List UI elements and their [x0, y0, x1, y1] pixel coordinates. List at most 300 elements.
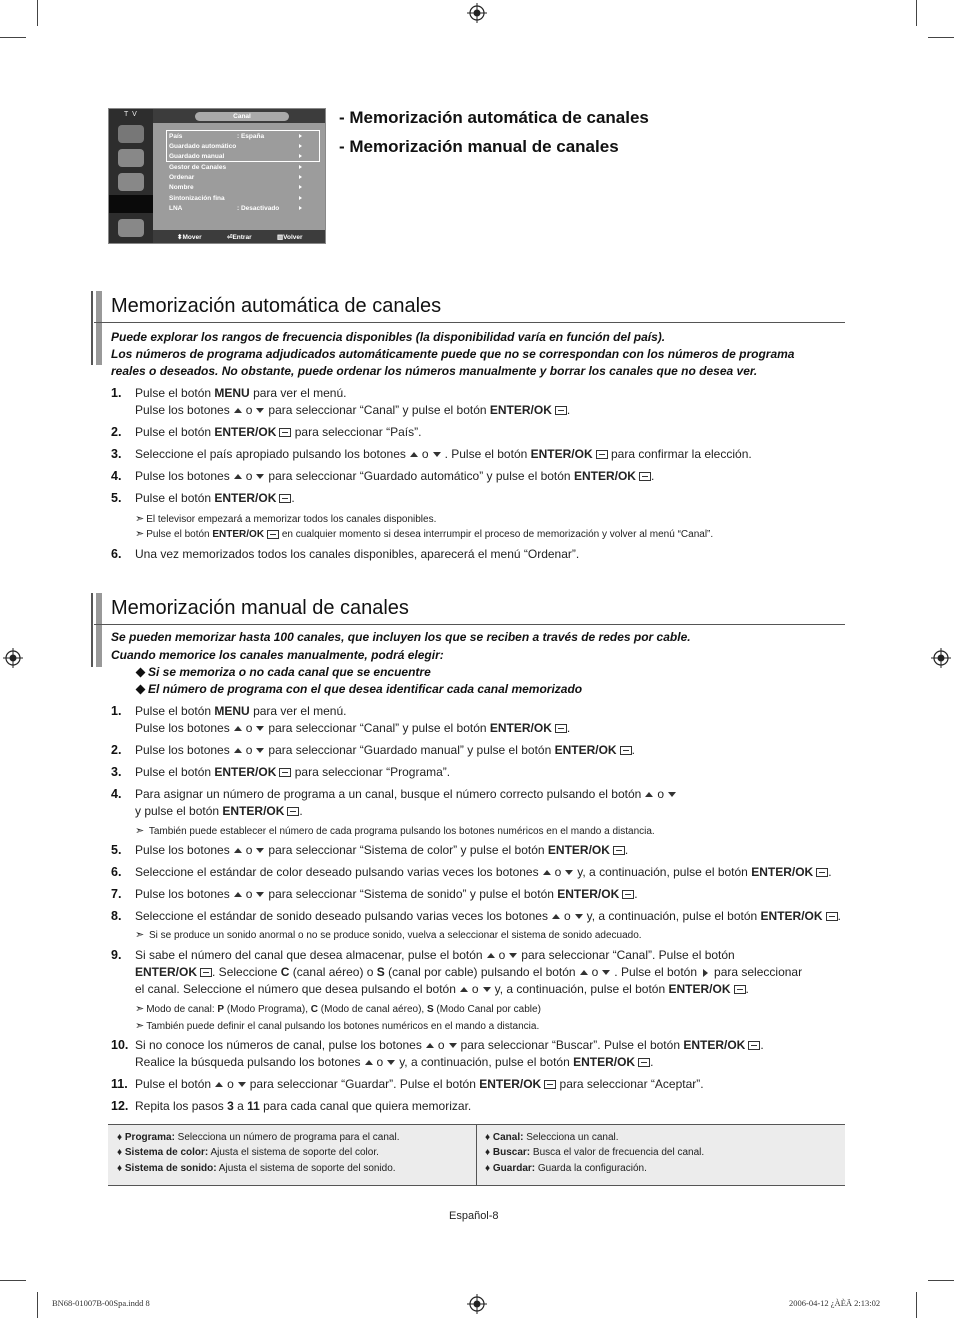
text: Pulse el botón [135, 386, 215, 400]
slug-date: 2006-04-12 ¿ÀÈÄ 2:13:02 [789, 1298, 881, 1308]
bullet-icon: ♦ [117, 1147, 123, 1158]
text: Pulse el botón [135, 425, 215, 439]
tv-menu-item: Sintonización fina [169, 195, 225, 202]
text: (canal aéreo) o [289, 965, 377, 979]
text: S [426, 1004, 434, 1015]
intro-line: Puede explorar los rangos de frecuencia disponibles (la disponibilidad varía en función del país). [111, 330, 666, 344]
intro-line: Los números de programa adjudicados automáticamente puede que no se correspondan con los números de programa [111, 347, 795, 361]
slug-file: BN68-01007B-00Spa.indd 8 [52, 1298, 150, 1308]
text: 3 [227, 1099, 234, 1113]
section-bar [91, 291, 93, 365]
section-title-auto: Memorización automática de canales [111, 295, 442, 317]
text: o [245, 887, 253, 901]
enter-button-label: ENTER/OK [751, 865, 814, 879]
term: Guardar: [492, 1163, 536, 1174]
note [135, 824, 655, 837]
text: Si se memoriza o no cada canal que se encuentre [148, 665, 431, 679]
text: o [245, 843, 253, 857]
enter-button-label: ENTER/OK [212, 529, 265, 540]
intro-bullet [137, 665, 431, 679]
text: para seleccionar “Buscar”. Pulse el botón [460, 1038, 684, 1052]
picture-icon [118, 125, 144, 143]
down-arrow-icon [565, 870, 573, 875]
bullet-icon: ♦ [485, 1163, 491, 1174]
down-arrow-icon [602, 970, 610, 975]
text: para seleccionar “País”. [291, 425, 422, 439]
tv-menu-topbar [153, 109, 325, 123]
tv-menu-value: : España [237, 133, 265, 140]
up-arrow-icon [234, 748, 242, 753]
text: El número de programa con el que desea identificar cada canal memorizado [148, 682, 583, 696]
text: o [657, 787, 665, 801]
down-arrow-icon [256, 474, 264, 479]
text: . Seleccione [212, 965, 281, 979]
step-text: Seleccione el estándar de sonido deseado pulsando varias veces los botones o y, a continuación, pulse el botón ENTER/OK . [135, 909, 841, 923]
arrow-right-icon [299, 196, 302, 200]
enter-icon [287, 807, 299, 816]
setup-icon [118, 173, 144, 191]
text: Para asignar un número de programa a un canal, busque el número correcto pulsando el botón [135, 787, 642, 801]
down-arrow-icon [256, 408, 264, 413]
tv-menu-item: Guardado manual [169, 153, 225, 160]
step-number: 1. [111, 386, 122, 400]
text: o [245, 743, 253, 757]
table-row [485, 1147, 704, 1158]
text: el canal. Seleccione el número que desea pulsando el botón [135, 982, 456, 996]
text: (canal por cable) pulsando el botón [384, 965, 576, 979]
text: . Pulse el botón [444, 447, 531, 461]
up-arrow-icon [234, 892, 242, 897]
text: para seleccionar “Guardado automático” y pulse el botón [268, 469, 574, 483]
enter-icon [267, 530, 279, 539]
term: Sistema de color: [124, 1147, 209, 1158]
arrow-right-icon [299, 134, 302, 138]
enter-button-label: ENTER/OK [683, 1038, 746, 1052]
text: Si sabe el número del canal que desea almacenar, pulse el botón [135, 948, 483, 962]
text: Pulse el botón [135, 704, 215, 718]
text: C [310, 1004, 318, 1015]
bullet-icon: ♦ [485, 1147, 491, 1158]
step-text: y pulse el botón ENTER/OK . [135, 804, 303, 818]
down-arrow-icon [256, 892, 264, 897]
step-number: 8. [111, 909, 122, 923]
note [135, 512, 436, 525]
enter-button-label: ENTER/OK [222, 804, 285, 818]
enter-button-label: ENTER/OK [547, 843, 610, 857]
text: Pulse el botón [135, 491, 215, 505]
step-text: Pulse el botón ENTER/OK . [135, 491, 295, 505]
text: Seleccione el estándar de color deseado pulsando varias veces los botones [135, 865, 539, 879]
text: También puede establecer el número de cada programa pulsando los botones numéricos en el mando a distancia. [148, 826, 655, 837]
table-row [485, 1132, 619, 1143]
enter-icon [279, 494, 291, 503]
step-text [135, 386, 346, 400]
tv-menu-item: Gestor de Canales [169, 164, 227, 171]
note-arrow-icon: ➣ [135, 513, 145, 525]
enter-icon [555, 724, 567, 733]
table-row [117, 1132, 400, 1143]
definition: Ajusta el sistema de soporte del sonido. [216, 1163, 396, 1174]
step-number: 6. [111, 547, 122, 561]
text: o [554, 865, 562, 879]
enter-icon [279, 768, 291, 777]
text: Pulse los botones [135, 721, 230, 735]
step-number: 11. [111, 1077, 128, 1091]
text: P [217, 1004, 225, 1015]
text: Pulse los botones [135, 843, 230, 857]
arrow-right-icon [299, 165, 302, 169]
text: para confirmar la elección. [607, 447, 752, 461]
enter-icon [638, 1058, 650, 1067]
registration-mark-icon [467, 3, 487, 23]
step-number: 2. [111, 425, 122, 439]
down-arrow-icon [668, 792, 676, 797]
step-number: 7. [111, 887, 122, 901]
crop-mark [0, 37, 26, 38]
text: o [245, 721, 253, 735]
up-arrow-icon [234, 848, 242, 853]
tv-menu-bottom-bar [153, 230, 325, 243]
enter-icon [826, 912, 838, 921]
note-arrow-icon: ➣ [135, 1020, 145, 1032]
note-arrow-icon: ➣ [135, 929, 145, 941]
step-text [135, 425, 421, 439]
section-rule [94, 624, 845, 625]
term: Canal: [492, 1132, 524, 1143]
up-arrow-icon [234, 408, 242, 413]
text: y, a continuación, pulse el botón [577, 865, 752, 879]
text: y, a continuación, pulse el botón [399, 1055, 574, 1069]
step-text: Pulse los botones o para seleccionar “Sistema de sonido” y pulse el botón ENTER/OK . [135, 887, 638, 901]
step-text: Pulse los botones o para seleccionar “Canal” y pulse el botón ENTER/OK . [135, 721, 571, 735]
up-arrow-icon [645, 792, 653, 797]
definition: Guarda la configuración. [535, 1163, 647, 1174]
section-bar [96, 593, 102, 667]
text: (Modo de canal aéreo), [318, 1004, 427, 1015]
step-number: 1. [111, 704, 122, 718]
enter-label: Entrar [232, 234, 252, 241]
down-arrow-icon [433, 452, 441, 457]
text: para seleccionar “Aceptar”. [556, 1077, 704, 1091]
up-arrow-icon [234, 474, 242, 479]
text: S [376, 965, 385, 979]
enter-icon [734, 985, 746, 994]
registration-mark-icon [931, 648, 951, 668]
channel-icon [109, 195, 153, 213]
enter-icon [620, 746, 632, 755]
text: Pulse los botones [135, 469, 230, 483]
enter-icon [596, 450, 608, 459]
bullet-icon: ♦ [117, 1163, 123, 1174]
text: para seleccionar “Sistema de color” y pulse el botón [268, 843, 548, 857]
text: o [437, 1038, 445, 1052]
enter-button-label: ENTER/OK [489, 403, 552, 417]
enter-button-label: ENTER/OK [573, 1055, 636, 1069]
table-row [485, 1163, 647, 1174]
term: Buscar: [492, 1147, 531, 1158]
enter-button-label: ENTER/OK [214, 765, 277, 779]
text: y, a continuación, pulse el botón [494, 982, 669, 996]
crop-mark [916, 0, 917, 26]
step-text [135, 447, 752, 461]
up-arrow-icon [460, 987, 468, 992]
enter-icon [748, 1041, 760, 1050]
down-arrow-icon [575, 914, 583, 919]
up-arrow-icon [410, 452, 418, 457]
enter-button-label: ENTER/OK [554, 743, 617, 757]
enter-hint: ⏎Entrar [227, 234, 252, 241]
enter-button-label: ENTER/OK [760, 909, 823, 923]
text: Si se produce un sonido anormal o no se produce sonido, vuelva a seleccionar el sistema de sonido adecuado. [149, 930, 642, 941]
tv-menu-value: : Desactivado [237, 205, 280, 212]
crop-mark [0, 1280, 26, 1281]
text: Pulse los botones [135, 743, 230, 757]
section-bar [91, 593, 93, 667]
intro-line: Se pueden memorizar hasta 100 canales, que incluyen los que se reciben a través de redes por cable. [111, 630, 691, 644]
text: Pulse el botón [146, 529, 213, 540]
step-number: 4. [111, 469, 122, 483]
note-arrow-icon: ➣ [135, 825, 145, 837]
intro-bullet [137, 682, 582, 696]
up-arrow-icon [365, 1060, 373, 1065]
text: para seleccionar “Sistema de sonido” y pulse el botón [268, 887, 558, 901]
tv-menu-side-title: T V [124, 111, 138, 118]
intro-line: Cuando memorice los canales manualmente, podrá elegir: [111, 648, 444, 662]
sound-icon [118, 149, 144, 167]
enter-icon [613, 846, 625, 855]
enter-icon [622, 890, 634, 899]
text: para seleccionar “Canal” y pulse el botón [268, 403, 490, 417]
text: o [498, 948, 506, 962]
right-arrow-icon [703, 969, 708, 977]
table-row [117, 1147, 379, 1158]
text: (Modo Canal por cable) [433, 1004, 541, 1015]
step-text [135, 765, 450, 779]
enter-icon [200, 968, 212, 977]
move-hint: ⬍Mover [177, 234, 202, 241]
text: para ver el menú. [249, 704, 347, 718]
text: y pulse el botón [135, 804, 223, 818]
step-text: Si no conoce los números de canal, pulse los botones o para seleccionar “Buscar”. Pulse el botón ENTER/OK . [135, 1038, 764, 1052]
up-arrow-icon [487, 953, 495, 958]
step-text [135, 948, 735, 962]
text: Pulse los botones [135, 403, 230, 417]
text: Pulse el botón [135, 1077, 212, 1091]
text: en cualquier momento si desea interrumpir el proceso de memorización y volver al menú “Canal”. [279, 529, 714, 540]
bullet-icon: ♦ [485, 1132, 491, 1143]
enter-icon [639, 472, 651, 481]
tv-menu-item: LNA [169, 205, 183, 212]
definition: Selecciona un número de programa para el canal. [174, 1132, 400, 1143]
step-number: 6. [111, 865, 122, 879]
text: C [280, 965, 290, 979]
enter-icon [544, 1080, 556, 1089]
step-text: Una vez memorizados todos los canales disponibles, aparecerá el menú “Ordenar”. [135, 547, 580, 561]
step-text: Pulse los botones o para seleccionar “Guardado automático” y pulse el botón ENTER/OK . [135, 469, 655, 483]
text: Seleccione el estándar de sonido deseado pulsando varias veces los botones [135, 909, 548, 923]
registration-mark-icon [3, 648, 23, 668]
step-text [135, 1077, 704, 1091]
intro-line: reales o deseados. No obstante, puede ordenar los números manualmente y borrar los canales que no desea ver. [111, 364, 758, 378]
text: o [471, 982, 479, 996]
step-text [135, 787, 680, 801]
section-rule [94, 322, 845, 323]
table-row [117, 1163, 396, 1174]
text: o [245, 469, 253, 483]
back-hint: ▥Volver [277, 234, 303, 241]
tv-menu-item: Guardado automático [169, 143, 237, 150]
term: Sistema de sonido: [124, 1163, 217, 1174]
menu-button-label: MENU [214, 386, 250, 400]
note [135, 527, 713, 540]
diamond-bullet-icon [136, 668, 146, 678]
down-arrow-icon [509, 953, 517, 958]
note [135, 928, 642, 941]
down-arrow-icon [238, 1082, 246, 1087]
crop-mark [37, 1292, 38, 1318]
text: o [421, 447, 429, 461]
text: para seleccionar “Guardar”. Pulse el botón [249, 1077, 480, 1091]
text: para seleccionar “Programa”. [291, 765, 451, 779]
arrow-right-icon [299, 185, 302, 189]
tv-menu-sidebar [109, 109, 153, 243]
text: Realice la búsqueda pulsando los botones [135, 1055, 361, 1069]
text: a [233, 1099, 248, 1113]
tv-menu-title: Canal [195, 112, 289, 121]
section-title-manual: Memorización manual de canales [111, 597, 409, 619]
step-number: 3. [111, 765, 122, 779]
top-heading-manual: - Memorización manual de canales [339, 137, 619, 156]
step-text: Seleccione el estándar de color deseado pulsando varias veces los botones o y, a continuación, pulse el botón ENTER/OK . [135, 865, 832, 879]
text: y, a continuación, pulse el botón [586, 909, 761, 923]
up-arrow-icon [580, 970, 588, 975]
step-number: 9. [111, 948, 122, 962]
tv-menu-panel [153, 109, 325, 243]
up-arrow-icon [543, 870, 551, 875]
arrow-right-icon [299, 206, 302, 210]
step-text [135, 1099, 471, 1113]
text: o [227, 1077, 234, 1091]
text: Modo de canal: [146, 1004, 218, 1015]
up-arrow-icon [426, 1043, 434, 1048]
back-label: Volver [283, 234, 303, 241]
step-number: 10. [111, 1038, 129, 1052]
step-text: Pulse los botones o para seleccionar “Guardado manual” y pulse el botón ENTER/OK . [135, 743, 635, 757]
text: o [376, 1055, 384, 1069]
enter-button-label: ENTER/OK [530, 447, 593, 461]
text: El televisor empezará a memorizar todos los canales disponibles. [146, 514, 437, 525]
down-arrow-icon [449, 1043, 457, 1048]
crop-mark [37, 0, 38, 26]
text: . Pulse el botón [614, 965, 698, 979]
tv-menu-screenshot [108, 108, 326, 244]
note [135, 1002, 541, 1015]
text: para seleccionar “Canal”. Pulse el botón [521, 948, 735, 962]
table-divider [476, 1124, 477, 1186]
arrow-right-icon [299, 154, 302, 158]
enter-button-label: ENTER/OK [668, 982, 731, 996]
enter-button-label: ENTER/OK [214, 425, 277, 439]
step-number: 5. [111, 491, 122, 505]
arrow-right-icon [299, 144, 302, 148]
down-arrow-icon [256, 848, 264, 853]
enter-button-label: ENTER/OK [479, 1077, 542, 1091]
note-arrow-icon: ➣ [135, 528, 145, 540]
step-number: 5. [111, 843, 122, 857]
text: para ver el menú. [249, 386, 347, 400]
registration-mark-icon [467, 1294, 487, 1314]
enter-icon [279, 428, 291, 437]
text: Si no conoce los números de canal, pulse los botones [135, 1038, 422, 1052]
enter-button-label: ENTER/OK [135, 965, 198, 979]
text: Pulse los botones [135, 887, 230, 901]
enter-icon [555, 406, 567, 415]
up-arrow-icon [215, 1082, 223, 1087]
bullet-icon: ♦ [117, 1132, 123, 1143]
enter-icon [816, 868, 828, 877]
step-text: Pulse los botones o para seleccionar “Sistema de color” y pulse el botón ENTER/OK . [135, 843, 629, 857]
text: o [591, 965, 599, 979]
text: (Modo Programa), [224, 1004, 311, 1015]
page-number: Español-8 [449, 1210, 499, 1222]
up-arrow-icon [552, 914, 560, 919]
text: También puede definir el canal pulsando los botones numéricos en el mando a distancia. [146, 1021, 540, 1032]
note-arrow-icon: ➣ [135, 1003, 145, 1015]
enter-button-label: ENTER/OK [573, 469, 636, 483]
input-icon [118, 219, 144, 237]
step-text [135, 704, 346, 718]
step-number: 2. [111, 743, 122, 757]
step-text: el canal. Seleccione el número que desea pulsando el botón o y, a continuación, pulse el botón ENTER/OK . [135, 982, 749, 996]
menu-button-label: MENU [214, 704, 250, 718]
note [135, 1019, 539, 1032]
text: Repita los pasos [135, 1099, 228, 1113]
enter-button-label: ENTER/OK [557, 887, 620, 901]
crop-mark [928, 1280, 954, 1281]
top-heading-auto: - Memorización automática de canales [339, 108, 649, 127]
text: para seleccionar “Guardado manual” y pulse el botón [268, 743, 555, 757]
crop-mark [928, 37, 954, 38]
text: o [245, 403, 253, 417]
move-label: Mover [182, 234, 202, 241]
definition: Busca el valor de frecuencia del canal. [530, 1147, 705, 1158]
diamond-bullet-icon [136, 685, 146, 695]
step-text: Realice la búsqueda pulsando los botones o y, a continuación, pulse el botón ENTER/OK . [135, 1055, 654, 1069]
enter-button-label: ENTER/OK [214, 491, 277, 505]
text: o [563, 909, 571, 923]
arrow-right-icon [299, 175, 302, 179]
text: Pulse el botón [135, 765, 215, 779]
definition: Ajusta el sistema de soporte del color. [208, 1147, 379, 1158]
step-number: 3. [111, 447, 122, 461]
up-arrow-icon [234, 726, 242, 731]
text: para cada canal que quiera memorizar. [259, 1099, 472, 1113]
text: 11 [247, 1099, 260, 1113]
down-arrow-icon [256, 748, 264, 753]
tv-menu-item: Ordenar [169, 174, 195, 181]
step-text [135, 965, 802, 979]
text: para seleccionar “Canal” y pulse el botón [268, 721, 490, 735]
term: Programa: [124, 1132, 175, 1143]
text: para seleccionar [714, 965, 803, 979]
down-arrow-icon [256, 726, 264, 731]
tv-menu-item: País [169, 133, 183, 140]
section-bar [96, 291, 102, 365]
step-number: 4. [111, 787, 122, 801]
text: Seleccione el país apropiado pulsando los botones [135, 447, 406, 461]
crop-mark [916, 1292, 917, 1318]
enter-button-label: ENTER/OK [489, 721, 552, 735]
